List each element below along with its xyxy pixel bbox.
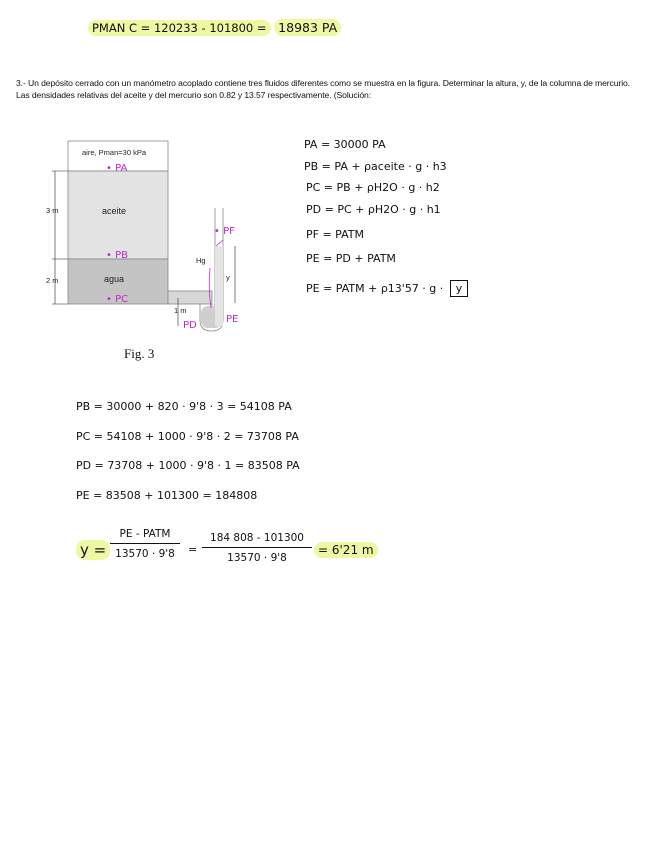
point-e: PE [226, 314, 239, 325]
calc-pe: PE = 83508 + 101300 = 184808 [76, 489, 258, 502]
relation-5: PF = PATM [306, 228, 364, 241]
mercury-column [215, 246, 223, 326]
relation-4: PD = PC + ρH2O · g · h1 [306, 203, 441, 216]
tank-diagram [40, 128, 290, 373]
air-label: aire, Pman=30 kPa [82, 148, 146, 157]
relation-7: PE = PATM + ρ13'57 · g · y [306, 280, 468, 297]
hg-label: Hg [196, 256, 206, 265]
relation-6: PE = PD + PATM [306, 252, 396, 265]
point-f: • PF [214, 226, 235, 237]
dim-3m-label: 3 m [46, 206, 59, 215]
calc-pd: PD = 73708 + 1000 · 9'8 · 1 = 83508 PA [76, 459, 300, 472]
fraction-1-numerator: PE - PATM [110, 528, 180, 544]
boxed-y: y [450, 280, 469, 297]
tank-figure [40, 128, 290, 373]
dim-1m-label: 1 m [174, 306, 187, 315]
dim-y-label: y [226, 273, 230, 282]
fraction-1-denominator: 13570 · 9'8 [115, 548, 175, 560]
figure-caption: Fig. 3 [124, 346, 155, 361]
equals-sign: = [188, 543, 198, 556]
water-label: agua [104, 274, 125, 284]
point-a: • PA [106, 163, 128, 174]
point-d: PD [183, 320, 197, 331]
top-equation-lhs: PMAN C = 120233 - 101800 = [88, 20, 271, 36]
point-c: • PC [106, 294, 129, 305]
fraction-2-numerator: 184 808 - 101300 [202, 532, 312, 548]
relation-2: PB = PA + ρaceite · g · h3 [304, 160, 447, 173]
calc-pc: PC = 54108 + 1000 · 9'8 · 2 = 73708 PA [76, 430, 299, 443]
fraction-1 [110, 528, 180, 560]
fraction-2-denominator: 13570 · 9'8 [227, 552, 287, 564]
dim-2m-label: 2 m [46, 276, 59, 285]
relation-1: PA = 30000 PA [304, 138, 386, 151]
result-value: = 6'21 m [314, 542, 378, 558]
fraction-2 [202, 532, 312, 564]
oil-label: aceite [102, 206, 127, 216]
relation-3: PC = PB + ρH2O · g · h2 [306, 181, 440, 194]
top-equation [88, 20, 341, 35]
problem-statement: 3.- Un depósito cerrado con un manómetro acoplado contiene tres fluidos diferentes como se muestra en la figura. Determinar la altura, y, de la columna de mercurio. Las densidades relativas del aceite y del mercurio son 0.82 y 13.57 respectivamente. (Solución: [16, 78, 630, 100]
top-equation-result: 18983 PA [274, 19, 341, 36]
annotation-tick [216, 240, 223, 246]
y-label: y = [76, 540, 110, 560]
point-b: • PB [106, 250, 128, 261]
calc-pb: PB = 30000 + 820 · 9'8 · 3 = 54108 PA [76, 400, 292, 413]
connecting-pipe [168, 291, 212, 304]
